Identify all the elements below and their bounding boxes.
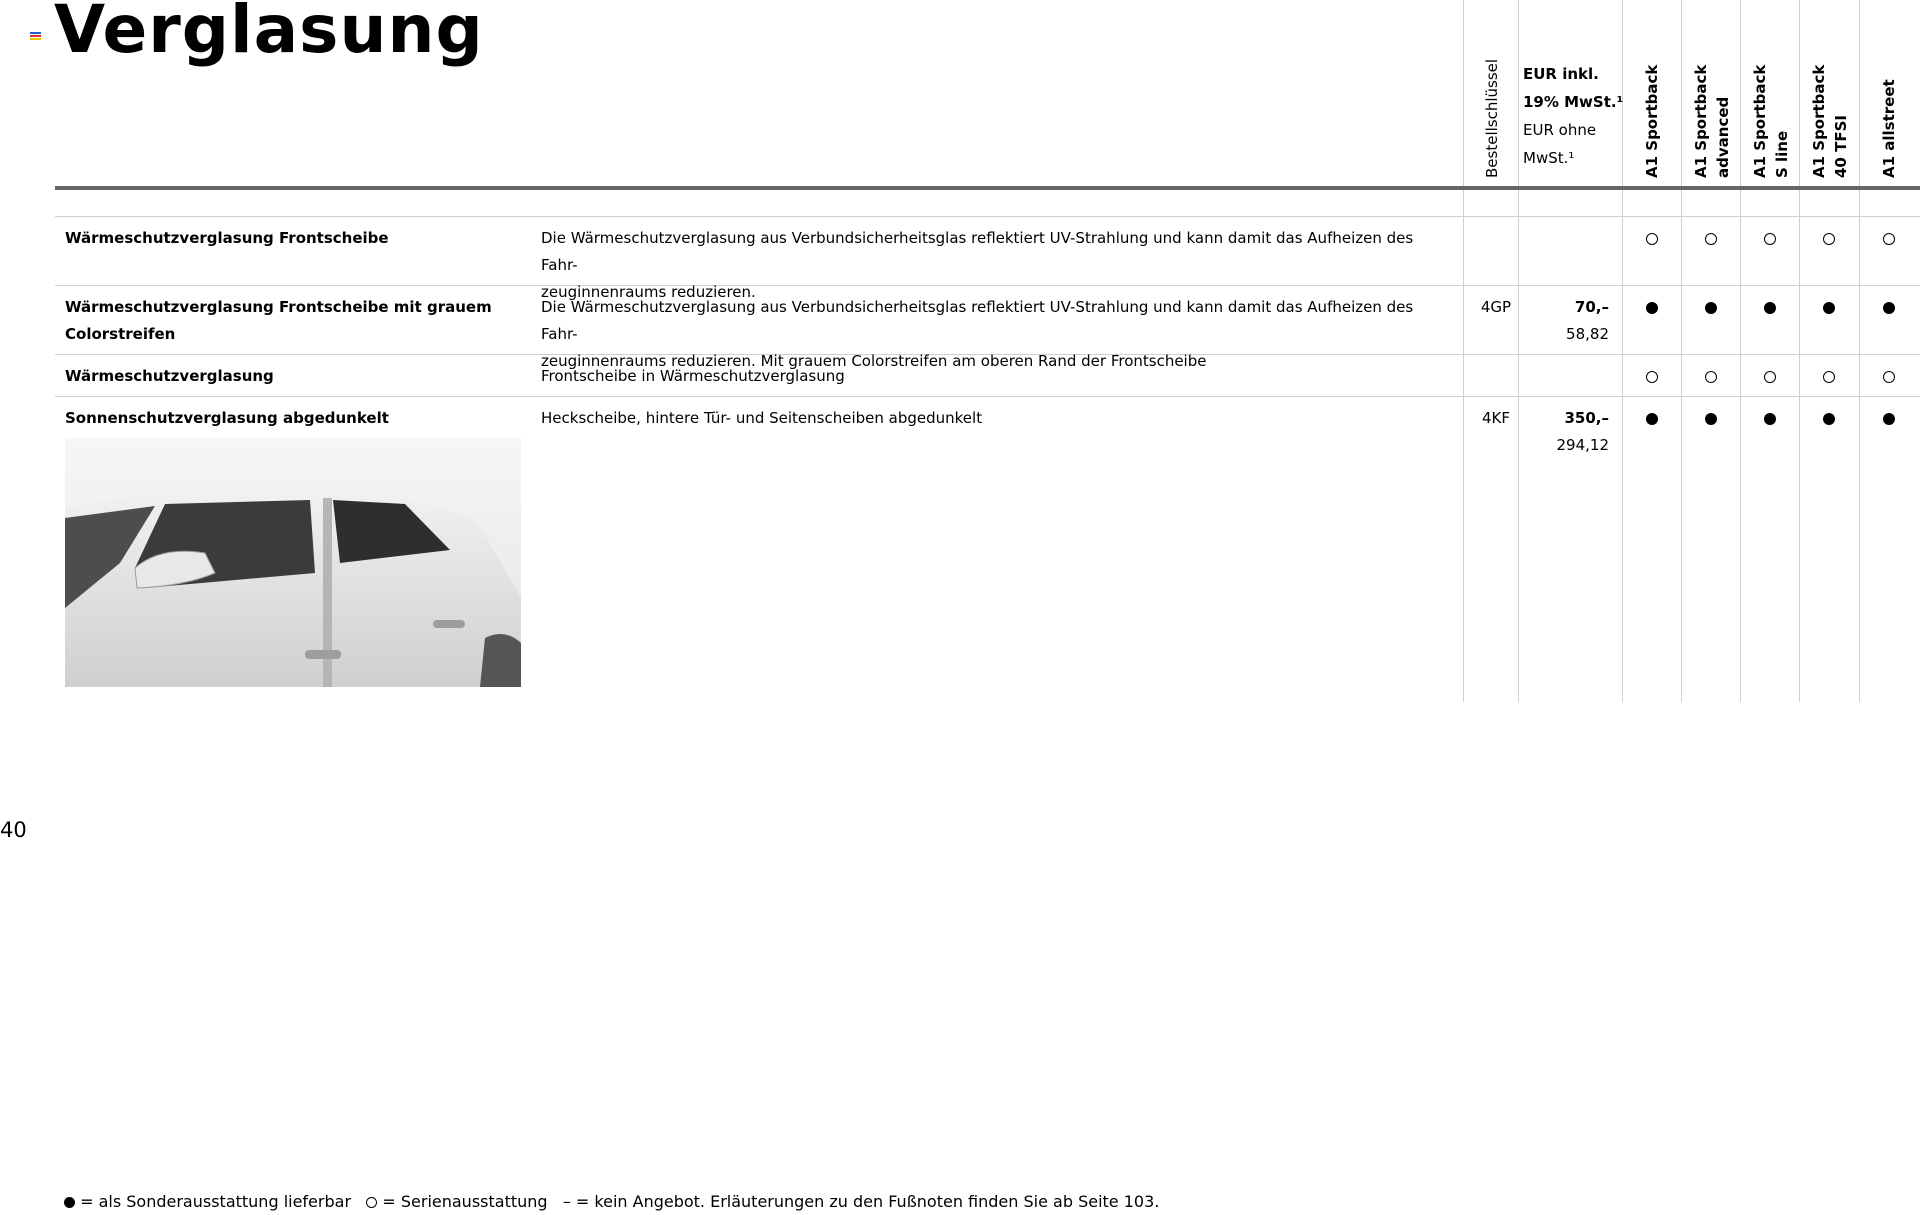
optional-dot-icon bbox=[64, 1197, 75, 1208]
column-header-model: A1 allstreet bbox=[1880, 79, 1898, 178]
legend-optional: = als Sonderausstattung lieferbar bbox=[80, 1192, 352, 1211]
row-divider bbox=[55, 396, 1920, 397]
standard-ring-icon bbox=[1646, 371, 1658, 383]
option-description: Die Wärmeschutzverglasung aus Verbundsicherheitsglas reflektiert UV-Strahlung und kann damit das Aufheizen des Fahr- zeuginnenraums reduzieren. Mit grauem Colorstreifen am oberen Rand der Frontscheibe bbox=[541, 298, 1414, 370]
brand-logo-icon bbox=[30, 32, 41, 42]
standard-ring-icon bbox=[1823, 233, 1835, 245]
standard-ring-icon bbox=[1764, 371, 1776, 383]
optional-dot-icon bbox=[1646, 302, 1658, 314]
standard-ring-icon bbox=[366, 1197, 377, 1208]
standard-ring-icon bbox=[1705, 371, 1717, 383]
optional-dot-icon bbox=[1883, 413, 1895, 425]
optional-dot-icon bbox=[1705, 413, 1717, 425]
price-excl-vat-label: MwSt.¹ bbox=[1523, 149, 1575, 167]
header-rule bbox=[55, 186, 1920, 190]
column-divider bbox=[1518, 0, 1519, 702]
column-header-model: A1 Sportback advanced bbox=[1692, 64, 1732, 178]
logo-stripe bbox=[30, 38, 41, 40]
order-code: 4KF bbox=[1481, 409, 1510, 427]
page-title: Verglasung bbox=[54, 0, 484, 68]
column-header-price bbox=[1523, 60, 1623, 172]
option-name: Wärmeschutzverglasung Frontscheibe mit grauem Colorstreifen bbox=[65, 298, 492, 343]
page-number: 40 bbox=[0, 818, 27, 842]
standard-ring-icon bbox=[1764, 233, 1776, 245]
order-code: 4GP bbox=[1480, 298, 1512, 316]
column-divider bbox=[1463, 0, 1464, 702]
option-description: Frontscheibe in Wärmeschutzverglasung bbox=[541, 367, 845, 385]
car-photo-illustration bbox=[65, 438, 521, 687]
option-name: Wärmeschutzverglasung Frontscheibe bbox=[65, 229, 389, 247]
optional-dot-icon bbox=[1646, 413, 1658, 425]
standard-ring-icon bbox=[1823, 371, 1835, 383]
option-name: Sonnenschutzverglasung abgedunkelt bbox=[65, 409, 389, 427]
option-description: Die Wärmeschutzverglasung aus Verbundsicherheitsglas reflektiert UV-Strahlung und kann damit das Aufheizen des Fahr- zeuginnenraums reduzieren. bbox=[541, 229, 1414, 301]
option-name: Wärmeschutzverglasung bbox=[65, 367, 274, 385]
standard-ring-icon bbox=[1646, 233, 1658, 245]
row-divider bbox=[55, 216, 1920, 217]
column-divider bbox=[1859, 0, 1860, 702]
optional-dot-icon bbox=[1764, 302, 1776, 314]
logo-stripe bbox=[30, 35, 41, 37]
optional-dot-icon bbox=[1764, 413, 1776, 425]
column-header-model: A1 Sportback S line bbox=[1751, 64, 1791, 178]
column-header-model: A1 Sportback bbox=[1643, 64, 1661, 178]
optional-dot-icon bbox=[1823, 302, 1835, 314]
price-incl-vat-label: 19% MwSt.¹ bbox=[1523, 93, 1624, 111]
car-side-window-photo bbox=[65, 438, 521, 687]
option-price: 350,– 294,12 bbox=[1556, 409, 1609, 454]
standard-ring-icon bbox=[1705, 233, 1717, 245]
column-header-order-key: Bestellschlüssel bbox=[1483, 58, 1501, 178]
standard-ring-icon bbox=[1883, 233, 1895, 245]
column-divider bbox=[1681, 0, 1682, 702]
price-incl-label: EUR inkl. bbox=[1523, 65, 1599, 83]
option-price: 70,– 58,82 bbox=[1566, 298, 1609, 343]
optional-dot-icon bbox=[1823, 413, 1835, 425]
column-divider bbox=[1740, 0, 1741, 702]
column-divider bbox=[1799, 0, 1800, 702]
column-header-model: A1 Sportback 40 TFSI bbox=[1810, 64, 1850, 178]
legend bbox=[64, 1192, 1159, 1211]
price-excl-label: EUR ohne bbox=[1523, 121, 1597, 139]
logo-stripe bbox=[30, 32, 41, 34]
standard-ring-icon bbox=[1883, 371, 1895, 383]
optional-dot-icon bbox=[1705, 302, 1717, 314]
legend-standard: = Serienausstattung bbox=[382, 1192, 548, 1211]
option-description: Heckscheibe, hintere Tür- und Seitenscheiben abgedunkelt bbox=[541, 409, 983, 427]
optional-dot-icon bbox=[1883, 302, 1895, 314]
legend-none: – = kein Angebot. Erläuterungen zu den Fußnoten finden Sie ab Seite 103. bbox=[562, 1192, 1160, 1211]
